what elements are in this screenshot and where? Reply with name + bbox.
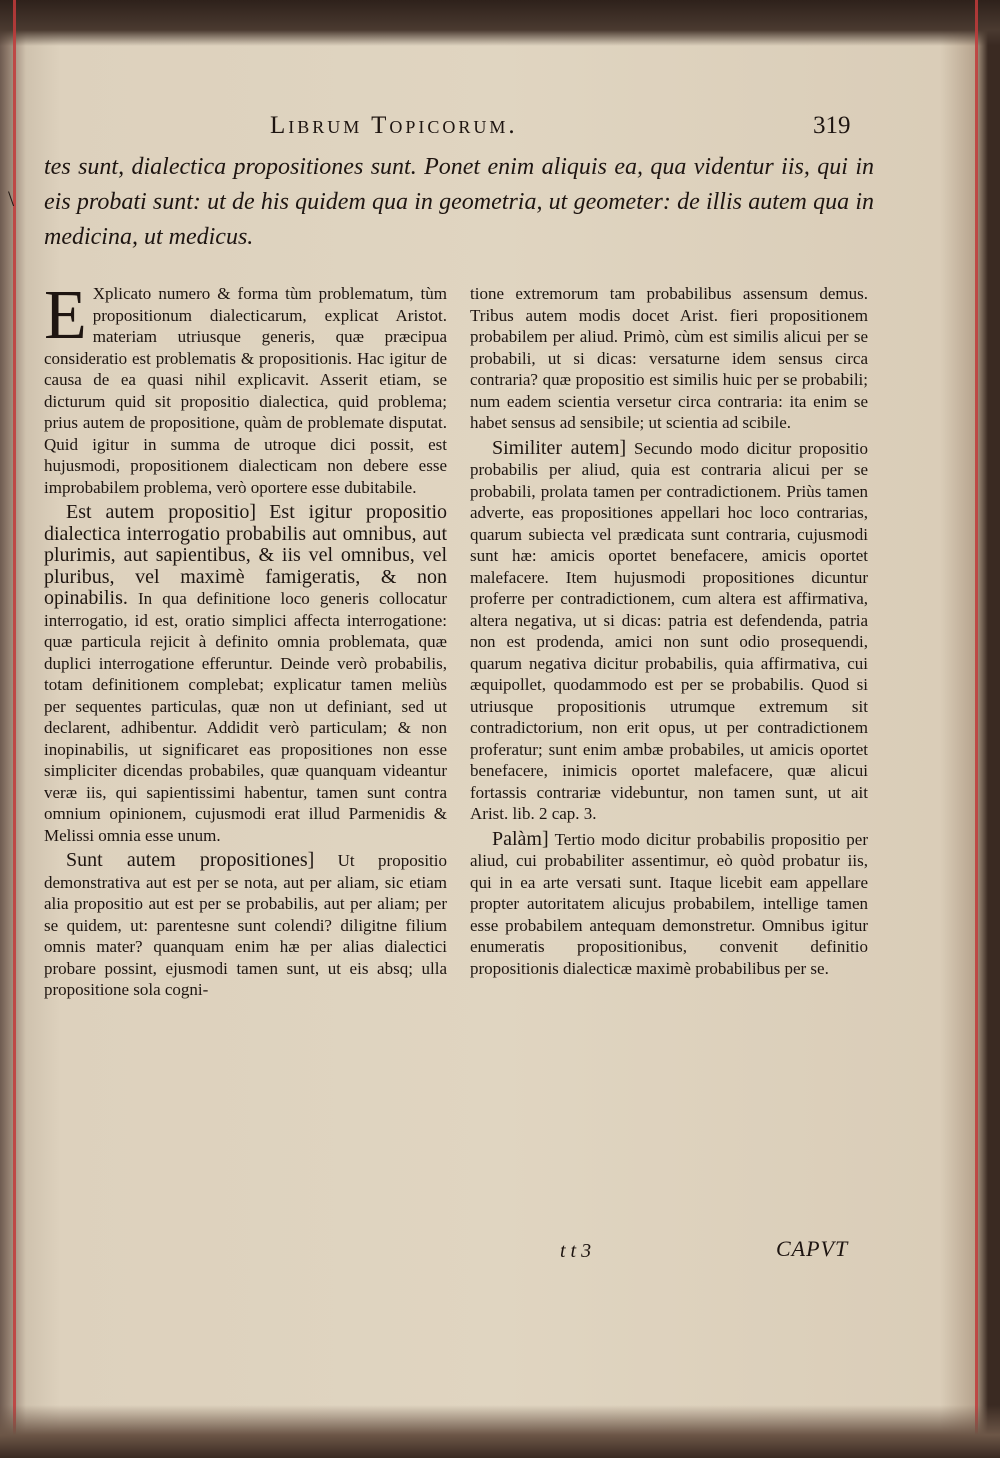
lemma-cue: Similiter autem] xyxy=(492,436,627,459)
page-edge-line-right xyxy=(975,0,978,1458)
right-column xyxy=(470,283,868,983)
commentary-paragraph xyxy=(44,850,447,1001)
paragraph-text: Xplicato numero & forma tùm problematum, tùm propositionum dialecticarum, explicat Aristot. materiam utriusque generis, quæ præcipua consideratio est problematis & propositionis. Hac igitur de causa de ea quasi nihil explicavit. Asserit etiam, se dicturum quid sit propositio dialectica, quid problema; prius autem de propositione, quàm de problemate disputat. Quid igitur in summa de utroque dici possit, est hujusmodi, propositionem dialecticam non debere esse improbabilem problema, verò oportere esse dubitabile. xyxy=(44,284,447,497)
paragraph-text: In qua definitione loco generis collocatur interrogatio, id est, oratio simplici affecta interrogatione: quæ particula rejicit à definito omnia problemata, quæ duplici interrogatione efferuntur. Deinde verò probabilis, totam definitionem complebat; explicatur tamen meliùs per sequentes particulas, quæ non ut definiant, sed ut declarent, adhibentur. Addidit verò particulam; & non inopinabilis, ut significaret eas propositiones non esse simpliciter dicendas probabiles, quæ quanquam videantur veræ iis, qui sapientissimi habentur, tamen sunt contra omnium opinionem, cujusmodi erat illud Parmenidis & Melissi omnia esse unum. xyxy=(44,589,447,845)
lemma-cue: Est autem propositio] xyxy=(66,501,257,523)
commentary-paragraph xyxy=(44,502,447,846)
commentary-paragraph xyxy=(44,277,447,498)
left-column xyxy=(44,277,448,1005)
definition-text: Est igitur propositio dialectica interrogatio probabilis aut omnibus, aut plurimis, aut sapientibus, & iis vel omnibus, vel pluribus, vel maximè famigeratis, & non opinabilis. xyxy=(44,501,448,609)
signature-mark: t t 3 xyxy=(560,1240,592,1262)
page-number: 319 xyxy=(813,112,851,139)
commentary-paragraph xyxy=(470,829,868,980)
paragraph-text: Ut propositio demonstrativa aut est per se nota, aut per aliam, sic etiam alia propositio aut est per se probabilis, aut per aliam; per se quidem, ut: parentesne sunt colendi? diligitne filium omnis mater? quanquam enim hæ per alias dialectici probare possint, ejusmodi tamen sunt, ut eis absq; ulla propositione sola cogni- xyxy=(44,851,447,999)
catchword: CAPVT xyxy=(776,1236,849,1261)
lemma-cue: Sunt autem propositiones] xyxy=(66,849,315,871)
margin-mark: \ xyxy=(8,186,15,211)
drop-capital: E xyxy=(44,277,87,354)
commentary-paragraph: tione extremorum tam probabilibus assensum demus. Tribus autem modis docet Arist. fieri propositionem probabilem per aliud. Primò, cùm est similis alicui per se probabili, ut si dicas: versaturne idem sensus circa contraria? quæ propositio est similis huic per se probabili; num eadem scientia versetur circa contraria: ita enim se habet sensus ad sensibile; ut scientia ad scibile. xyxy=(470,284,868,432)
lemma-cue: Palàm] xyxy=(492,827,549,850)
running-head: Librum Topicorum. xyxy=(270,112,518,139)
lemma-paragraph: tes sunt, dialectica propositiones sunt. Ponet enim aliquis ea, qua videntur iis, qui in eis probati sunt: ut de his quidem qua in geometria, ut geometer: de illis autem qua in medicina, ut medicus. xyxy=(44,154,874,250)
page-top-shadow xyxy=(0,0,1000,46)
lemma-text xyxy=(44,150,874,255)
page-edge-line-left xyxy=(13,0,16,1458)
paragraph-text: Secundo modo dicitur propositio probabilis per aliud, quia est contraria alicui per se probabili, prolata tamen per contradictionem. Priùs tamen adverte, eas propositiones appellari hoc loco contrarias, quarum subiecta vel prædicata sunt contraria, cujusmodi sunt hæ: amicis oportet benefacere, amicis oportet malefacere. Item hujusmodi propositiones dicuntur proferre per contradictionem, cum altera est affirmativa, altera negativa, ut si dicas: patria est defendenda, patria non est prodenda, amici non sunt odio prosequendi, quarum negativa dicitur probabilis, quia affirmativa, cui æquipollet, quodammodo est per se probabilis. Quod si utriusque propositionis utrumque extremum sit contradictorium, non erit opus, ut per contradictionem proferatur; sunt enim ambæ probabiles, ut amicis oportet benefacere, inimicis oportet malefacere, quæ alicui fortassis contrariæ videbuntur, non tamen sunt, ut ait Arist. lib. 2 cap. 3. xyxy=(470,438,869,823)
paragraph-text: Tertio modo dicitur probabilis propositio per aliud, cui probabiliter assentimur, eò quòd probatur iis, qui in ea arte versati sunt. Itaque licebit eam appellare propter autoritatem alicujus probabilem, intellige tamen esse probabilem antequam demonstretur. Omnibus igitur enumeratis propositionibus, convenit definitio propositionis dialecticæ maximè probabilibus per se. xyxy=(470,829,868,978)
commentary-paragraph xyxy=(470,438,868,825)
page-bottom-shadow xyxy=(0,1405,1000,1458)
